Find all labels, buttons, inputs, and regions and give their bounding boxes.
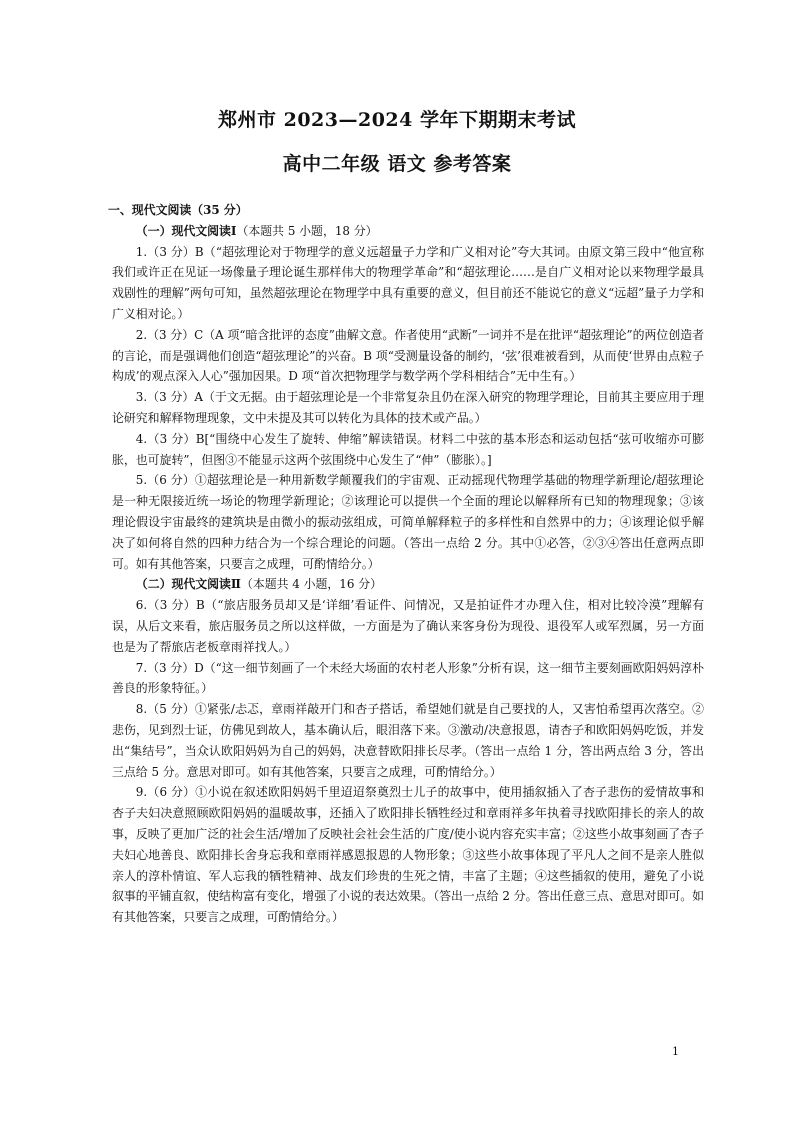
answer-8: 8.（5 分）①紧张/忐忑，章雨祥敲开门和杏子搭话，希望她们就是自己要找的人，又害怕希望再次落空。②悲伤，见到烈士证，仿佛见到故人，基本确认后，眼泪落下来。③激动/决意报恩，请杏子和欧阳妈妈吃饭，并发出“集结号”，当众认欧阳妈妈为自己的妈妈，决意替欧阳排长尽孝。（答出一点给 1 分，答出两点给 3 分，答出三点给 5 分。意思对即可。如有其他答案，只要言之成理，可酌情给分。）	[112, 702, 704, 779]
part1-heading-line	[112, 221, 704, 242]
part1-note: （本题共 5 小题，18 分）	[236, 223, 378, 238]
answer-4: 4.（3 分）B[“围绕中心发生了旋转、伸缩”解读错误。材料二中弦的基本形态和运动包括“弦可收缩亦可膨胀，也可旋转”，但图③不能显示这两个弦围绕中心发生了“伸”（膨胀）。]	[112, 431, 704, 467]
answer-3: 3.（3 分）A（于文无据。由于超弦理论是一个非常复杂且仍在深入研究的物理学理论，目前其主要应用于理论研究和解释物理现象，文中未提及其可以转化为具体的技术或产品。）	[112, 390, 704, 425]
page-number: 1	[672, 1045, 679, 1058]
answer-7: 7.（3 分）D（“这一细节刻画了一个未经大场面的农村老人形象”分析有误，这一细节主要刻画欧阳妈妈淳朴善良的形象特征。）	[112, 660, 704, 696]
page-title: 郑州市 2023—2024 学年下期期末考试	[218, 109, 576, 131]
answer-2: 2.（3 分）C（A 项“暗含批评的态度”曲解文意。作者使用“武断”一词并不是在批评“超弦理论”的两位创造者的言论，而是强调他们创造“超弦理论”的兴奋。B 项“受测量设备的制约，‘弦’很难被看到，从而使‘世界由点粒子构成’的观点深入人心”强加因果。D 项“首次把物理学与数学两个学科相结合”无中生有。）	[112, 327, 704, 384]
section-heading: 一、现代文阅读（35 分）	[108, 203, 248, 217]
answer-9: 9.（6 分）①小说在叙述欧阳妈妈千里迢迢祭奠烈士儿子的故事中，使用插叙插入了杏子悲伤的爱情故事和杏子夫妇决意照顾欧阳妈妈的温暖故事，还插入了欧阳排长牺牲经过和章雨祥多年执着寻找欧阳排长的亲人的故事，反映了更加广泛的社会生活/增加了反映社会社会生活的广度/使小说内容充实丰富；②这些小故事刻画了杏子夫妇心地善良、欧阳排长舍身忘我和章雨祥感恩报恩的人物形象；③这些小故事体现了平凡人之间不是亲人胜似亲人的淳朴情谊、军人忘我的牺牲精神、战友们珍贵的生死之情，丰富了主题；④这些插叙的使用，避免了小说叙事的平铺直叙，使结构富有变化，增强了小说的表达效果。（答出一点给 2 分。答出任意三点、意思对即可。如有其他答案，只要言之成理，可酌情给分。）	[112, 785, 704, 925]
page-subtitle: 高中二年级 语文 参考答案	[282, 153, 512, 175]
part2-heading: （二）现代文阅读Ⅱ	[135, 577, 241, 592]
part1-heading: （一）现代文阅读Ⅰ	[135, 223, 237, 238]
answer-content	[108, 200, 704, 928]
answer-6: 6.（3 分）B（“旅店服务员却又是‘详细’看证件、问情况，又是拍证件才办理入住，相对比较冷漠”理解有误，从后文来看，旅店服务员之所以这样做，一方面是为了确认来客身份为现役、退役军人或军烈属，另一方面也是为了帮旅店老板章雨祥找人。）	[112, 598, 704, 654]
part2-heading-line	[112, 574, 704, 595]
answer-1: 1.（3 分）B（“超弦理论对于物理学的意义远超量子力学和广义相对论”夸大其词。由原文第三段中“他宣称我们或许正在见证一场像量子理论诞生那样伟大的物理学革命”和“超弦理论……是自广义相对论以来物理学最具戏剧性的理解”两句可知，虽然超弦理论在物理学中具有重要的意义，但目前还不能说它的意义“远超”量子力学和广义相对论。）	[112, 244, 704, 321]
answer-5: 5.（6 分）①超弦理论是一种用新数学颠覆我们的宇宙观、正动摇现代物理学基础的物理学新理论/超弦理论是一种无限接近统一场论的物理学新理论；②该理论可以提供一个全面的理论以解释所有已知的物理现象；③该理论假设宇宙最终的建筑块是由微小的振动弦组成，可简单解释粒子的多样性和自然界中的力；④该理论似乎解决了如何将自然的四种力结合为一个综合理论的问题。（答出一点给 2 分。其中①必答，②③④答出任意两点即可。如有其他答案，只要言之成理，可酌情给分。）	[112, 473, 704, 571]
part2-note: （本题共 4 小题，16 分）	[240, 577, 383, 592]
